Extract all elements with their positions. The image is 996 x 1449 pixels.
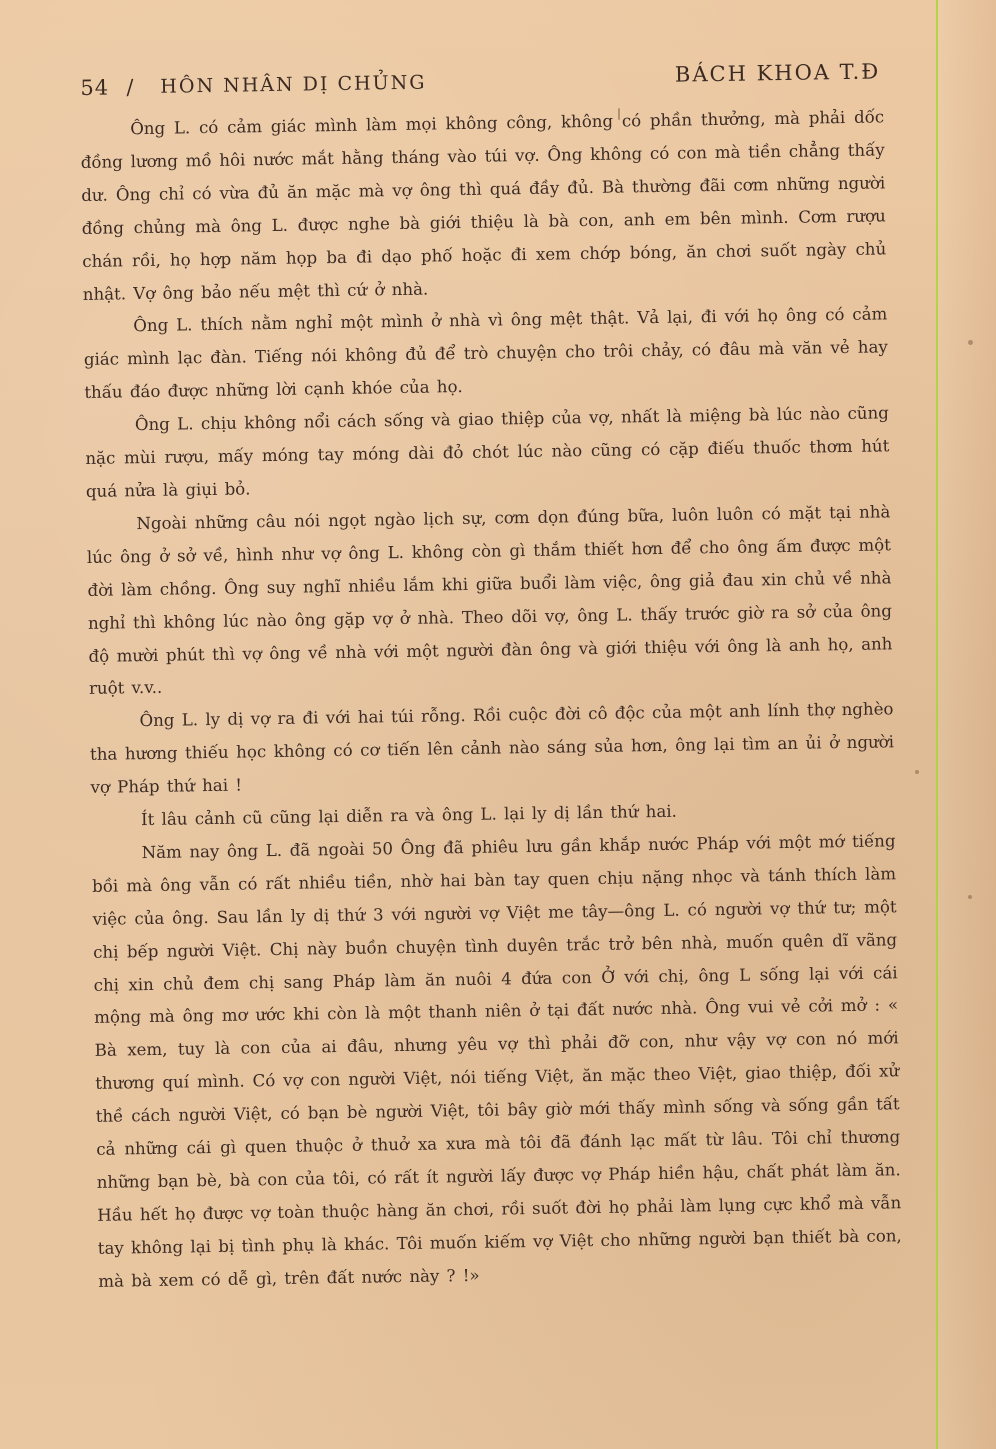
publication-name: BÁCH KHOA T.Đ xyxy=(674,59,881,87)
article-title: HÔN NHÂN DỊ CHỦNG xyxy=(160,71,427,98)
running-header xyxy=(80,53,881,106)
paragraph: Ông L. ly dị vợ ra đi với hai túi rỗng. Rồi cuộc đời cô độc của một anh lính thợ nghèo tha hương thiếu học không có cơ tiến lên cảnh nào sáng sủa hơn, ông lại tìm an ủi ở người vợ Pháp thứ hai ! xyxy=(89,699,895,798)
paragraph: Ông L. thích nằm nghỉ một mình ở nhà vì ông mệt thật. Vả lại, đi với họ ông có cảm giác mình lạc đàn. Tiếng nói không đủ để trò chuyện cho trôi chảy, có đâu mà văn vẻ hay thấu đáo được những lời cạnh khóe của họ. xyxy=(83,304,888,403)
paper-speck xyxy=(968,895,972,899)
margin-line xyxy=(936,0,938,1449)
paragraph: Ngoài những câu nói ngọt ngào lịch sự, cơm dọn đúng bữa, luôn luôn có mặt tại nhà lúc ông ở sở về, hình như vợ ông L. không còn gì thắm thiết hơn để cho ông ấm được một đời làm chồng. Ông suy nghĩ nhiều lắm khi giữa buổi làm việc, ông giả đau xin chủ về nhà nghỉ thì không lúc nào ông gặp vợ ở nhà. Theo dõi vợ, ông L. thấy trước giờ ra sở của ông độ mười phút thì vợ ông về nhà với một người đàn ông và giới thiệu với ông là anh họ, anh ruột v.v.. xyxy=(86,502,893,699)
page-number: 54 xyxy=(80,75,110,100)
paper-speck xyxy=(915,770,919,774)
page-edge xyxy=(938,0,996,1449)
paragraph: Ít lâu cảnh cũ cũng lại diễn ra và ông L. lại ly dị lần thứ hai. xyxy=(140,801,678,830)
paragraph: Ông L. có cảm giác mình làm mọi không công, không có phần thưởng, mà phải dốc đồng lương mồ hôi nước mắt hằng tháng vào túi vợ. Ông không có con mà tiền chẳng thấy dư. Ông chỉ có vừa đủ ăn mặc mà vợ ông thì quá đầy đủ. Bà thường đãi cơm những người đồng chủng mà ông L. được nghe bà giới thiệu là bà con, anh em bên mình. Cơm rượu chán rồi, họ hợp năm họp ba đi dạo phố hoặc đi xem chớp bóng, ăn chơi suốt ngày chủ nhật. Vợ ông bảo nếu mệt thì cứ ở nhà. xyxy=(80,107,887,304)
header-separator: / xyxy=(126,75,134,100)
paper-speck xyxy=(968,340,973,345)
paragraph: Năm nay ông L. đã ngoài 50 Ông đã phiêu lưu gần khắp nước Pháp với một mớ tiếng bồi mà ông vẫn có rất nhiều tiền, nhờ hai bàn tay quen chịu nặng nhọc và tánh thích làm việc của ông. Sau lần ly dị thứ 3 với người vợ Việt me tây—ông L. có người vợ thứ tư; một chị bếp người Việt. Chị này buồn chuyện tình duyên trắc trở bên nhà, muốn quên dĩ vãng chị xin chủ đem chị sang Pháp làm ăn nuôi 4 đứa con Ở với chị, ông L sống lại với cái mộng mà ông mơ ước khi còn là một thanh niên ở tại đất nước nhà. Ông vui vẻ cởi mở : « Bà xem, tuy là con của ai đâu, nhưng yêu vợ thì phải đỡ con, như vậy vợ con nó mới thương quí mình. Có vợ con người Việt, nói tiếng Việt, ăn mặc theo Việt, giao thiệp, đối xử thề cách người Việt, có bạn bè người Việt, tôi bây giờ mới thấy mình sống và sống gần tất cả những cái gì quen thuộc ở thuở xa xưa mà tôi đã đánh lạc mất từ lâu. Tôi chỉ thương những bạn bè, bà con của tôi, có rất ít người lấy được vợ Pháp hiền hậu, chất phát làm ăn. Hầu hết họ được vợ toàn thuộc hàng ăn chơi, rồi suốt đời họ phải làm lụng cực khổ mà vẫn tay không lại bị tình phụ là khác. Tôi muốn kiếm vợ Việt cho những người bạn thiết bà con, mà bà xem có dễ gì, trên đất nước này ? !» xyxy=(91,831,902,1291)
paragraph: Ông L. chịu không nổi cách sống và giao thiệp của vợ, nhất là miệng bà lúc nào cũng nặc mùi rượu, mấy móng tay móng dài đỏ chót lúc nào cũng có cặp điếu thuốc thơm hút quá nửa là giụi bỏ. xyxy=(85,403,890,501)
article-body xyxy=(80,101,903,1298)
